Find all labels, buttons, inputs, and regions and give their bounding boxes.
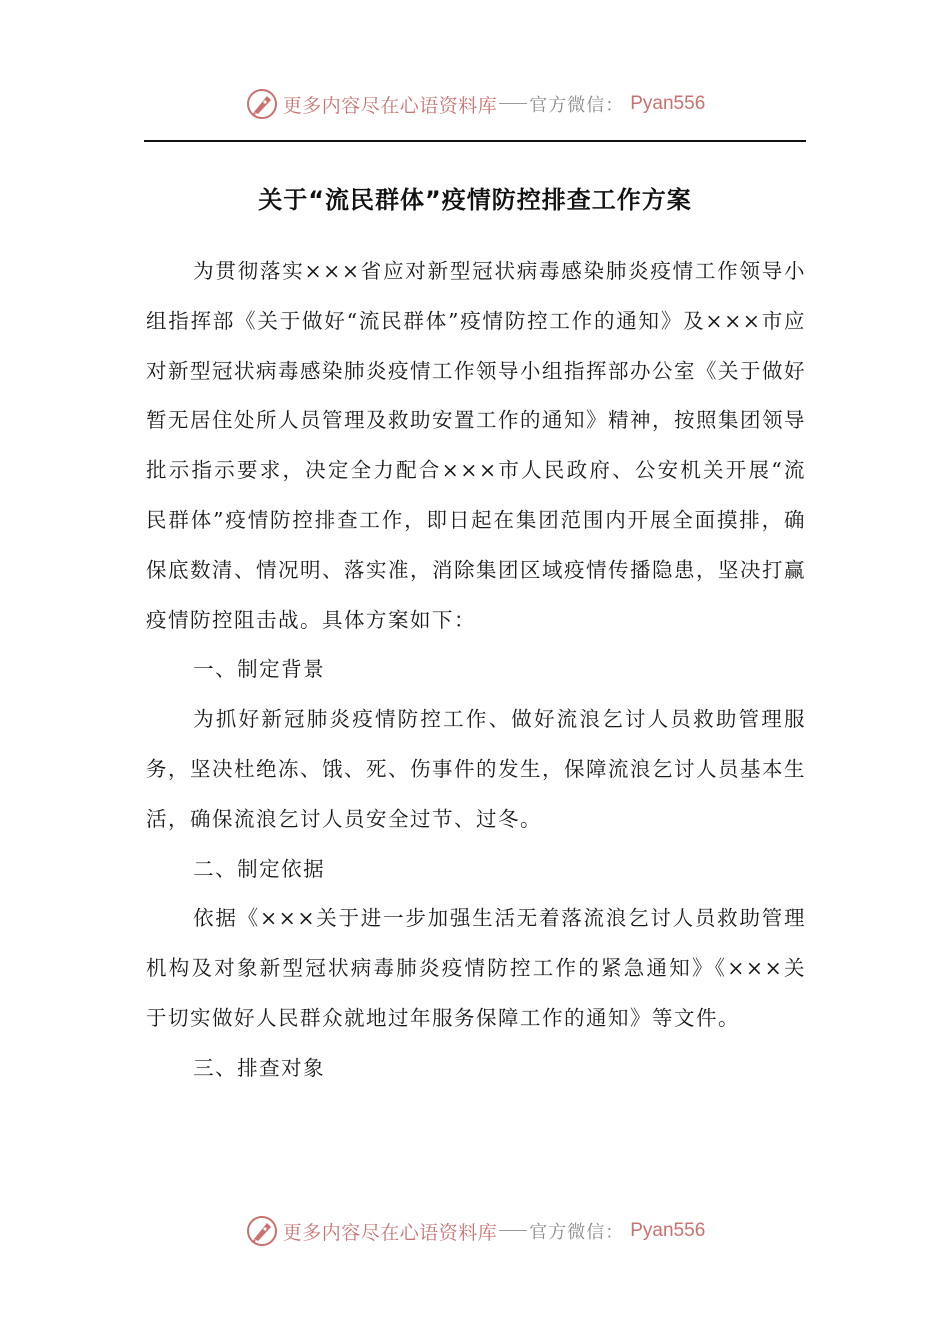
paragraph-background: 为抓好新冠肺炎疫情防控工作、做好流浪乞讨人员救助管理服务，坚决杜绝冻、饿、死、伤事件的发生，保障流浪乞讨人员基本生活，确保流浪乞讨人员安全过节、过冬。 bbox=[146, 707, 806, 831]
pen-nib-logo-icon bbox=[245, 87, 279, 121]
paragraph-basis: 依据《×××关于进一步加强生活无着落流浪乞讨人员救助管理机构及对象新型冠状病毒肺炎疫情防控工作的紧急通知》《×××关于切实做好人民群众就地过年服务保障工作的通知》等文件。 bbox=[146, 906, 806, 1030]
paragraph-intro: 为贯彻落实×××省应对新型冠状病毒感染肺炎疫情工作领导小组指挥部《关于做好“流民群体”疫情防控工作的通知》及×××市应对新型冠状病毒感染肺炎疫情工作领导小组指挥部办公室《关于做好暂无居住处所人员管理及救助安置工作的通知》精神，按照集团领导批示指示要求，决定全力配合×××市人民政府、公安机关开展“流民群体”疫情防控排查工作，即日起在集团范围内开展全面摸排，确保底数清、情况明、落实准，消除集团区域疫情传播隐患，坚决打赢疫情防控阻击战。具体方案如下： bbox=[146, 259, 806, 632]
watermark-dash bbox=[499, 103, 527, 104]
watermark-official-label: 官方微信： bbox=[529, 1222, 625, 1243]
watermark-official-label: 官方微信： bbox=[529, 95, 625, 116]
watermark-wechat-id: Pyan556 bbox=[630, 93, 706, 114]
watermark-site-text: 更多内容尽在心语资料库 bbox=[282, 1221, 498, 1244]
watermark-site-text: 更多内容尽在心语资料库 bbox=[282, 94, 498, 117]
section-heading-basis: 二、制定依据 bbox=[193, 856, 326, 881]
pen-nib-logo-icon bbox=[245, 1214, 279, 1248]
section-heading-background: 一、制定背景 bbox=[193, 657, 326, 682]
section-heading-targets: 三、排查对象 bbox=[193, 1055, 326, 1080]
footer-watermark bbox=[0, 1211, 950, 1251]
document-body bbox=[146, 247, 806, 1094]
header-watermark bbox=[0, 84, 950, 124]
watermark-dash bbox=[499, 1230, 527, 1231]
header-rule bbox=[144, 140, 806, 142]
watermark-wechat-id: Pyan556 bbox=[630, 1220, 706, 1241]
document-title: 关于“流民群体”疫情防控排查工作方案 bbox=[258, 186, 692, 214]
